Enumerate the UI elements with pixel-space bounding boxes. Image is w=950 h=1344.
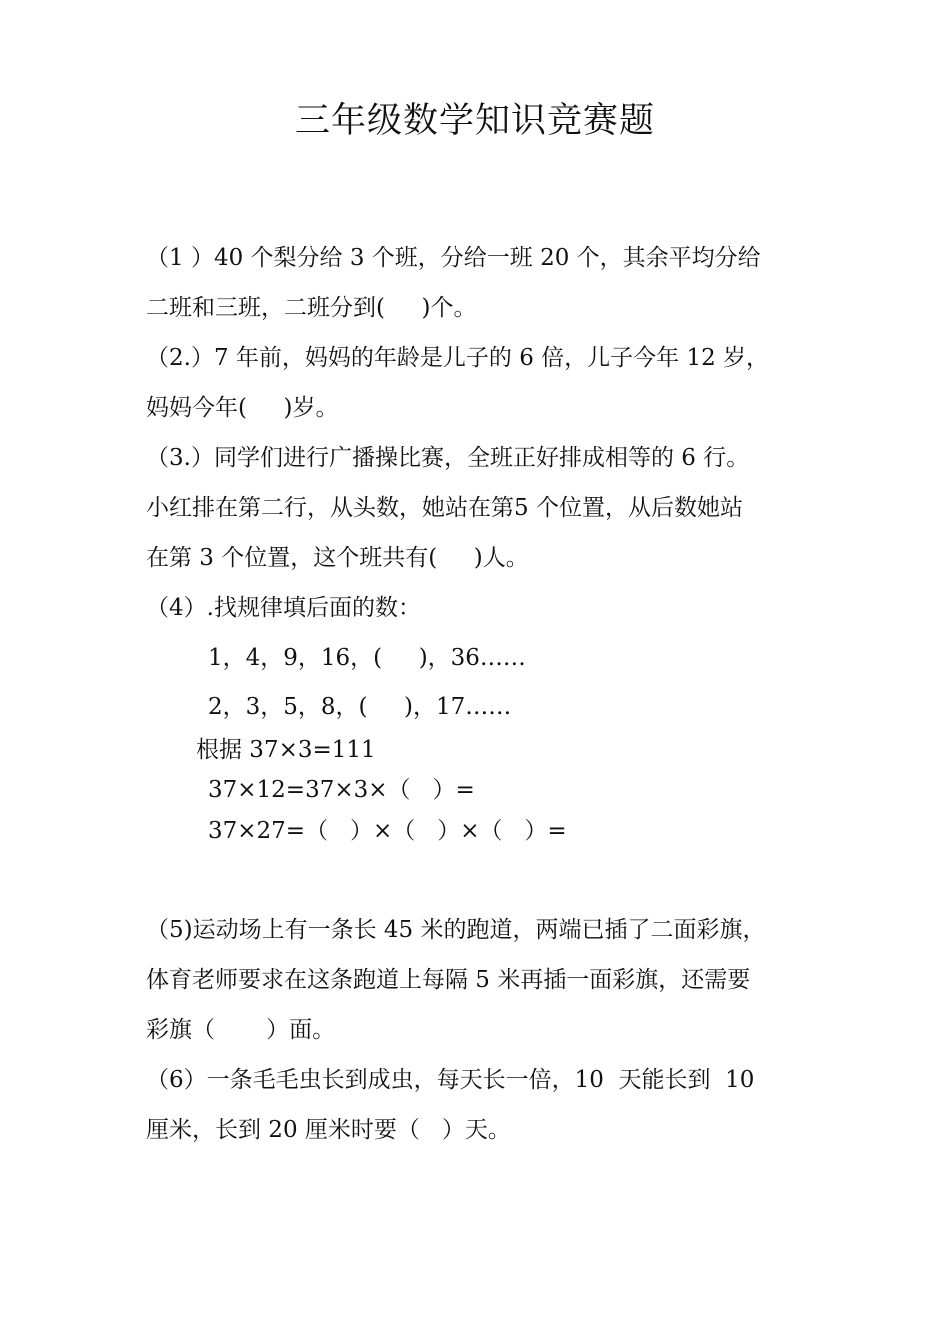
question-4-sequence-2: 2，3，5，8，( )，17…… [208, 694, 512, 720]
question-4-calc-1: 37×12=37×3×（ ）= [208, 777, 475, 803]
question-1-line-1: （1 ）40 个梨分给 3 个班，分给一班 20 个，其余平均分给 [146, 245, 761, 271]
question-6-line-1: （6）一条毛毛虫长到成虫，每天长一倍，10 天能长到 10 [146, 1067, 755, 1093]
question-5-line-2: 体育老师要求在这条跑道上每隔 5 米再插一面彩旗，还需要 [146, 967, 751, 993]
question-1-line-2: 二班和三班，二班分到( )个。 [146, 295, 477, 321]
question-3-line-1: （3.）同学们进行广播操比赛，全班正好排成相等的 6 行。 [146, 445, 750, 471]
question-5-line-3: 彩旗（ ）面。 [146, 1017, 336, 1043]
question-4-basis: 根据 37×3=111 [196, 737, 376, 763]
question-4-sequence-1: 1，4，9，16，( )，36…… [208, 645, 526, 671]
page-title: 三年级数学知识竞赛题 [294, 101, 655, 141]
question-3-line-2: 小红排在第二行，从头数，她站在第5 个位置，从后数她站 [146, 495, 743, 521]
question-5-line-1: （5)运动场上有一条长 45 米的跑道，两端已插了二面彩旗， [146, 917, 766, 943]
question-3-line-3: 在第 3 个位置，这个班共有( )人。 [146, 545, 529, 571]
question-6-line-2: 厘米，长到 20 厘米时要（ ）天。 [146, 1117, 511, 1143]
question-4-calc-2: 37×27=（ ）×（ ）×（ ）= [208, 818, 567, 844]
question-4-line-1: （4）.找规律填后面的数： [146, 595, 421, 621]
question-2-line-1: （2.）7 年前，妈妈的年龄是儿子的 6 倍，儿子今年 12 岁， [146, 345, 770, 371]
question-2-line-2: 妈妈今年( )岁。 [146, 395, 339, 421]
